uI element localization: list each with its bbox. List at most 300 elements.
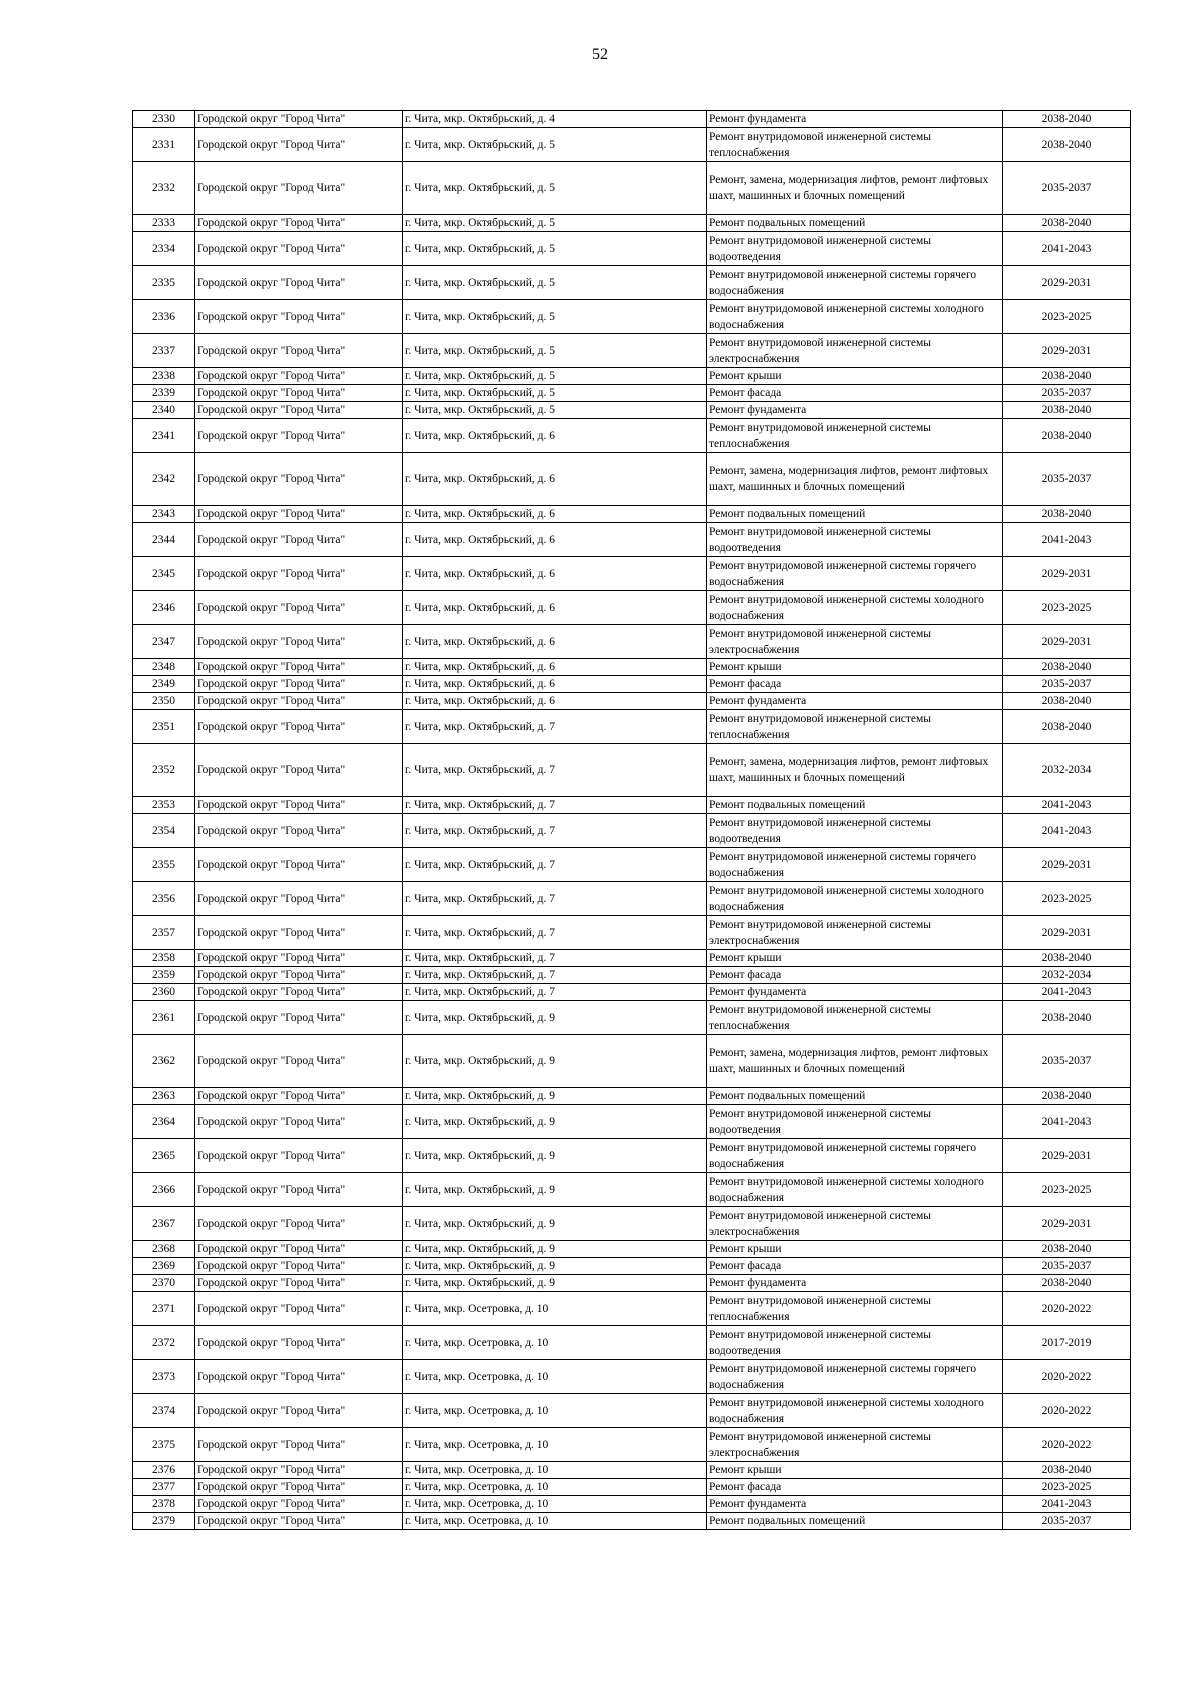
work-type-cell: Ремонт фасада	[707, 676, 1003, 693]
organization-cell: Городской округ "Город Чита"	[195, 1394, 403, 1428]
row-number-cell: 2379	[133, 1513, 195, 1530]
table-body	[133, 111, 1131, 1530]
work-type-cell: Ремонт внутридомовой инженерной системы холодного водоснабжения	[707, 882, 1003, 916]
organization-cell: Городской округ "Город Чита"	[195, 557, 403, 591]
table-row	[133, 744, 1131, 797]
work-type-cell: Ремонт внутридомовой инженерной системы теплоснабжения	[707, 419, 1003, 453]
row-number-cell: 2371	[133, 1292, 195, 1326]
period-cell: 2035-2037	[1003, 162, 1131, 215]
work-type-cell: Ремонт внутридомовой инженерной системы электроснабжения	[707, 625, 1003, 659]
row-number-cell: 2344	[133, 523, 195, 557]
work-type-cell: Ремонт внутридомовой инженерной системы теплоснабжения	[707, 710, 1003, 744]
period-cell: 2038-2040	[1003, 419, 1131, 453]
period-cell: 2041-2043	[1003, 1105, 1131, 1139]
work-type-cell: Ремонт фундамента	[707, 1496, 1003, 1513]
organization-cell: Городской округ "Город Чита"	[195, 1035, 403, 1088]
work-type-cell: Ремонт внутридомовой инженерной системы водоотведения	[707, 1105, 1003, 1139]
work-type-cell: Ремонт внутридомовой инженерной системы горячего водоснабжения	[707, 266, 1003, 300]
organization-cell: Городской округ "Город Чита"	[195, 710, 403, 744]
address-cell: г. Чита, мкр. Октябрьский, д. 5	[403, 368, 707, 385]
address-cell: г. Чита, мкр. Октябрьский, д. 9	[403, 1241, 707, 1258]
row-number-cell: 2355	[133, 848, 195, 882]
organization-cell: Городской округ "Город Чита"	[195, 523, 403, 557]
table-row	[133, 334, 1131, 368]
work-type-cell: Ремонт внутридомовой инженерной системы электроснабжения	[707, 916, 1003, 950]
work-type-cell: Ремонт внутридомовой инженерной системы холодного водоснабжения	[707, 591, 1003, 625]
address-cell: г. Чита, мкр. Октябрьский, д. 9	[403, 1001, 707, 1035]
organization-cell: Городской округ "Город Чита"	[195, 453, 403, 506]
work-type-cell: Ремонт внутридомовой инженерной системы горячего водоснабжения	[707, 557, 1003, 591]
address-cell: г. Чита, мкр. Осетровка, д. 10	[403, 1462, 707, 1479]
organization-cell: Городской округ "Город Чита"	[195, 1462, 403, 1479]
address-cell: г. Чита, мкр. Осетровка, д. 10	[403, 1496, 707, 1513]
table-row	[133, 967, 1131, 984]
address-cell: г. Чита, мкр. Октябрьский, д. 5	[403, 162, 707, 215]
organization-cell: Городской округ "Город Чита"	[195, 215, 403, 232]
work-type-cell: Ремонт внутридомовой инженерной системы водоотведения	[707, 523, 1003, 557]
address-cell: г. Чита, мкр. Октябрьский, д. 7	[403, 848, 707, 882]
period-cell: 2029-2031	[1003, 557, 1131, 591]
row-number-cell: 2334	[133, 232, 195, 266]
period-cell: 2035-2037	[1003, 676, 1131, 693]
organization-cell: Городской округ "Город Чита"	[195, 1496, 403, 1513]
period-cell: 2038-2040	[1003, 1462, 1131, 1479]
organization-cell: Городской округ "Город Чита"	[195, 1275, 403, 1292]
organization-cell: Городской округ "Город Чита"	[195, 1088, 403, 1105]
table-row	[133, 693, 1131, 710]
address-cell: г. Чита, мкр. Осетровка, д. 10	[403, 1479, 707, 1496]
table-row	[133, 300, 1131, 334]
table-row	[133, 162, 1131, 215]
organization-cell: Городской округ "Город Чита"	[195, 984, 403, 1001]
period-cell: 2023-2025	[1003, 882, 1131, 916]
work-type-cell: Ремонт внутридомовой инженерной системы горячего водоснабжения	[707, 848, 1003, 882]
organization-cell: Городской округ "Город Чита"	[195, 368, 403, 385]
address-cell: г. Чита, мкр. Октябрьский, д. 7	[403, 882, 707, 916]
address-cell: г. Чита, мкр. Октябрьский, д. 6	[403, 693, 707, 710]
period-cell: 2041-2043	[1003, 984, 1131, 1001]
organization-cell: Городской округ "Город Чита"	[195, 1001, 403, 1035]
work-type-cell: Ремонт крыши	[707, 659, 1003, 676]
address-cell: г. Чита, мкр. Октябрьский, д. 5	[403, 385, 707, 402]
period-cell: 2038-2040	[1003, 128, 1131, 162]
address-cell: г. Чита, мкр. Осетровка, д. 10	[403, 1513, 707, 1530]
organization-cell: Городской округ "Город Чита"	[195, 814, 403, 848]
organization-cell: Городской округ "Город Чита"	[195, 1258, 403, 1275]
row-number-cell: 2376	[133, 1462, 195, 1479]
work-type-cell: Ремонт фундамента	[707, 111, 1003, 128]
organization-cell: Городской округ "Город Чита"	[195, 967, 403, 984]
address-cell: г. Чита, мкр. Октябрьский, д. 6	[403, 625, 707, 659]
period-cell: 2035-2037	[1003, 453, 1131, 506]
row-number-cell: 2346	[133, 591, 195, 625]
period-cell: 2041-2043	[1003, 523, 1131, 557]
row-number-cell: 2341	[133, 419, 195, 453]
work-type-cell: Ремонт внутридомовой инженерной системы теплоснабжения	[707, 1292, 1003, 1326]
table-row	[133, 1292, 1131, 1326]
address-cell: г. Чита, мкр. Октябрьский, д. 7	[403, 744, 707, 797]
address-cell: г. Чита, мкр. Октябрьский, д. 5	[403, 334, 707, 368]
address-cell: г. Чита, мкр. Октябрьский, д. 5	[403, 215, 707, 232]
row-number-cell: 2330	[133, 111, 195, 128]
table-row	[133, 848, 1131, 882]
row-number-cell: 2342	[133, 453, 195, 506]
period-cell: 2038-2040	[1003, 950, 1131, 967]
address-cell: г. Чита, мкр. Октябрьский, д. 7	[403, 950, 707, 967]
table-row	[133, 1394, 1131, 1428]
organization-cell: Городской округ "Город Чита"	[195, 882, 403, 916]
table-row	[133, 1173, 1131, 1207]
table-row	[133, 591, 1131, 625]
table-row	[133, 882, 1131, 916]
work-type-cell: Ремонт фасада	[707, 385, 1003, 402]
address-cell: г. Чита, мкр. Октябрьский, д. 9	[403, 1105, 707, 1139]
row-number-cell: 2359	[133, 967, 195, 984]
organization-cell: Городской округ "Город Чита"	[195, 659, 403, 676]
table-row	[133, 557, 1131, 591]
table-row	[133, 625, 1131, 659]
work-type-cell: Ремонт крыши	[707, 950, 1003, 967]
organization-cell: Городской округ "Город Чита"	[195, 128, 403, 162]
table-row	[133, 419, 1131, 453]
organization-cell: Городской округ "Город Чита"	[195, 848, 403, 882]
table-row	[133, 128, 1131, 162]
repair-schedule-table	[132, 110, 1131, 1530]
address-cell: г. Чита, мкр. Осетровка, д. 10	[403, 1394, 707, 1428]
address-cell: г. Чита, мкр. Октябрьский, д. 5	[403, 266, 707, 300]
address-cell: г. Чита, мкр. Октябрьский, д. 5	[403, 402, 707, 419]
work-type-cell: Ремонт внутридомовой инженерной системы холодного водоснабжения	[707, 1173, 1003, 1207]
row-number-cell: 2374	[133, 1394, 195, 1428]
address-cell: г. Чита, мкр. Октябрьский, д. 9	[403, 1258, 707, 1275]
period-cell: 2035-2037	[1003, 1258, 1131, 1275]
period-cell: 2038-2040	[1003, 710, 1131, 744]
address-cell: г. Чита, мкр. Октябрьский, д. 6	[403, 419, 707, 453]
table-row	[133, 1360, 1131, 1394]
work-type-cell: Ремонт подвальных помещений	[707, 797, 1003, 814]
work-type-cell: Ремонт фундамента	[707, 1275, 1003, 1292]
period-cell: 2041-2043	[1003, 232, 1131, 266]
address-cell: г. Чита, мкр. Октябрьский, д. 6	[403, 557, 707, 591]
period-cell: 2038-2040	[1003, 693, 1131, 710]
organization-cell: Городской округ "Город Чита"	[195, 1326, 403, 1360]
row-number-cell: 2375	[133, 1428, 195, 1462]
organization-cell: Городской округ "Город Чита"	[195, 266, 403, 300]
organization-cell: Городской округ "Город Чита"	[195, 1292, 403, 1326]
row-number-cell: 2345	[133, 557, 195, 591]
organization-cell: Городской округ "Город Чита"	[195, 676, 403, 693]
address-cell: г. Чита, мкр. Октябрьский, д. 5	[403, 232, 707, 266]
address-cell: г. Чита, мкр. Октябрьский, д. 7	[403, 984, 707, 1001]
address-cell: г. Чита, мкр. Октябрьский, д. 6	[403, 591, 707, 625]
address-cell: г. Чита, мкр. Октябрьский, д. 6	[403, 676, 707, 693]
work-type-cell: Ремонт внутридомовой инженерной системы теплоснабжения	[707, 128, 1003, 162]
table-row	[133, 402, 1131, 419]
period-cell: 2020-2022	[1003, 1292, 1131, 1326]
period-cell: 2029-2031	[1003, 848, 1131, 882]
period-cell: 2020-2022	[1003, 1428, 1131, 1462]
period-cell: 2038-2040	[1003, 1088, 1131, 1105]
organization-cell: Городской округ "Город Чита"	[195, 1139, 403, 1173]
period-cell: 2032-2034	[1003, 744, 1131, 797]
period-cell: 2038-2040	[1003, 659, 1131, 676]
address-cell: г. Чита, мкр. Октябрьский, д. 9	[403, 1207, 707, 1241]
table-row	[133, 1001, 1131, 1035]
row-number-cell: 2368	[133, 1241, 195, 1258]
address-cell: г. Чита, мкр. Осетровка, д. 10	[403, 1428, 707, 1462]
period-cell: 2029-2031	[1003, 266, 1131, 300]
organization-cell: Городской округ "Город Чита"	[195, 506, 403, 523]
address-cell: г. Чита, мкр. Октябрьский, д. 6	[403, 659, 707, 676]
table-row	[133, 1241, 1131, 1258]
work-type-cell: Ремонт, замена, модернизация лифтов, ремонт лифтовых шахт, машинных и блочных помещений	[707, 744, 1003, 797]
table-row	[133, 659, 1131, 676]
row-number-cell: 2378	[133, 1496, 195, 1513]
work-type-cell: Ремонт подвальных помещений	[707, 506, 1003, 523]
period-cell: 2038-2040	[1003, 215, 1131, 232]
organization-cell: Городской округ "Город Чита"	[195, 591, 403, 625]
page-number: 52	[592, 46, 608, 63]
period-cell: 2041-2043	[1003, 797, 1131, 814]
row-number-cell: 2366	[133, 1173, 195, 1207]
work-type-cell: Ремонт фасада	[707, 967, 1003, 984]
work-type-cell: Ремонт подвальных помещений	[707, 1088, 1003, 1105]
work-type-cell: Ремонт внутридомовой инженерной системы холодного водоснабжения	[707, 300, 1003, 334]
row-number-cell: 2351	[133, 710, 195, 744]
row-number-cell: 2339	[133, 385, 195, 402]
row-number-cell: 2332	[133, 162, 195, 215]
table-row	[133, 1326, 1131, 1360]
period-cell: 2041-2043	[1003, 814, 1131, 848]
organization-cell: Городской округ "Город Чита"	[195, 1479, 403, 1496]
table-row	[133, 710, 1131, 744]
work-type-cell: Ремонт фундамента	[707, 693, 1003, 710]
row-number-cell: 2356	[133, 882, 195, 916]
address-cell: г. Чита, мкр. Октябрьский, д. 9	[403, 1139, 707, 1173]
organization-cell: Городской округ "Город Чита"	[195, 916, 403, 950]
work-type-cell: Ремонт фундамента	[707, 402, 1003, 419]
row-number-cell: 2360	[133, 984, 195, 1001]
period-cell: 2029-2031	[1003, 334, 1131, 368]
period-cell: 2038-2040	[1003, 111, 1131, 128]
work-type-cell: Ремонт внутридомовой инженерной системы электроснабжения	[707, 1428, 1003, 1462]
table-row	[133, 385, 1131, 402]
address-cell: г. Чита, мкр. Октябрьский, д. 5	[403, 300, 707, 334]
row-number-cell: 2377	[133, 1479, 195, 1496]
address-cell: г. Чита, мкр. Октябрьский, д. 6	[403, 506, 707, 523]
organization-cell: Городской округ "Город Чита"	[195, 1428, 403, 1462]
period-cell: 2029-2031	[1003, 916, 1131, 950]
table-row	[133, 506, 1131, 523]
row-number-cell: 2353	[133, 797, 195, 814]
row-number-cell: 2364	[133, 1105, 195, 1139]
table-row	[133, 1275, 1131, 1292]
work-type-cell: Ремонт внутридомовой инженерной системы электроснабжения	[707, 334, 1003, 368]
organization-cell: Городской округ "Город Чита"	[195, 1105, 403, 1139]
address-cell: г. Чита, мкр. Октябрьский, д. 7	[403, 710, 707, 744]
work-type-cell: Ремонт фундамента	[707, 984, 1003, 1001]
organization-cell: Городской округ "Город Чита"	[195, 1173, 403, 1207]
work-type-cell: Ремонт внутридомовой инженерной системы электроснабжения	[707, 1207, 1003, 1241]
row-number-cell: 2335	[133, 266, 195, 300]
period-cell: 2023-2025	[1003, 591, 1131, 625]
period-cell: 2029-2031	[1003, 1207, 1131, 1241]
table-row	[133, 1105, 1131, 1139]
table-row	[133, 1479, 1131, 1496]
organization-cell: Городской округ "Город Чита"	[195, 419, 403, 453]
address-cell: г. Чита, мкр. Осетровка, д. 10	[403, 1360, 707, 1394]
table-row	[133, 1207, 1131, 1241]
address-cell: г. Чита, мкр. Октябрьский, д. 9	[403, 1275, 707, 1292]
table-row	[133, 1428, 1131, 1462]
row-number-cell: 2358	[133, 950, 195, 967]
address-cell: г. Чита, мкр. Октябрьский, д. 7	[403, 916, 707, 950]
table-row	[133, 950, 1131, 967]
period-cell: 2035-2037	[1003, 1035, 1131, 1088]
period-cell: 2020-2022	[1003, 1360, 1131, 1394]
table-row	[133, 676, 1131, 693]
row-number-cell: 2365	[133, 1139, 195, 1173]
row-number-cell: 2370	[133, 1275, 195, 1292]
address-cell: г. Чита, мкр. Октябрьский, д. 5	[403, 128, 707, 162]
row-number-cell: 2347	[133, 625, 195, 659]
address-cell: г. Чита, мкр. Октябрьский, д. 7	[403, 967, 707, 984]
period-cell: 2038-2040	[1003, 506, 1131, 523]
address-cell: г. Чита, мкр. Октябрьский, д. 9	[403, 1035, 707, 1088]
organization-cell: Городской округ "Город Чита"	[195, 402, 403, 419]
row-number-cell: 2369	[133, 1258, 195, 1275]
period-cell: 2023-2025	[1003, 1479, 1131, 1496]
organization-cell: Городской округ "Город Чита"	[195, 797, 403, 814]
row-number-cell: 2331	[133, 128, 195, 162]
row-number-cell: 2361	[133, 1001, 195, 1035]
organization-cell: Городской округ "Город Чита"	[195, 1207, 403, 1241]
row-number-cell: 2337	[133, 334, 195, 368]
table-row	[133, 368, 1131, 385]
table-row	[133, 984, 1131, 1001]
organization-cell: Городской округ "Город Чита"	[195, 385, 403, 402]
organization-cell: Городской округ "Город Чита"	[195, 300, 403, 334]
work-type-cell: Ремонт крыши	[707, 1241, 1003, 1258]
table-row	[133, 266, 1131, 300]
work-type-cell: Ремонт внутридомовой инженерной системы горячего водоснабжения	[707, 1139, 1003, 1173]
table-row	[133, 1139, 1131, 1173]
table-row	[133, 1462, 1131, 1479]
address-cell: г. Чита, мкр. Октябрьский, д. 7	[403, 814, 707, 848]
period-cell: 2038-2040	[1003, 1241, 1131, 1258]
address-cell: г. Чита, мкр. Октябрьский, д. 6	[403, 453, 707, 506]
address-cell: г. Чита, мкр. Октябрьский, д. 7	[403, 797, 707, 814]
row-number-cell: 2372	[133, 1326, 195, 1360]
organization-cell: Городской округ "Город Чита"	[195, 162, 403, 215]
work-type-cell: Ремонт фасада	[707, 1258, 1003, 1275]
address-cell: г. Чита, мкр. Октябрьский, д. 9	[403, 1173, 707, 1207]
table-row	[133, 453, 1131, 506]
address-cell: г. Чита, мкр. Октябрьский, д. 6	[403, 523, 707, 557]
table-row	[133, 1496, 1131, 1513]
period-cell: 2038-2040	[1003, 1001, 1131, 1035]
address-cell: г. Чита, мкр. Октябрьский, д. 9	[403, 1088, 707, 1105]
table-row	[133, 523, 1131, 557]
period-cell: 2017-2019	[1003, 1326, 1131, 1360]
period-cell: 2032-2034	[1003, 967, 1131, 984]
work-type-cell: Ремонт внутридомовой инженерной системы водоотведения	[707, 1326, 1003, 1360]
period-cell: 2038-2040	[1003, 368, 1131, 385]
period-cell: 2023-2025	[1003, 300, 1131, 334]
work-type-cell: Ремонт крыши	[707, 1462, 1003, 1479]
work-type-cell: Ремонт крыши	[707, 368, 1003, 385]
table-row	[133, 1258, 1131, 1275]
table-row	[133, 232, 1131, 266]
period-cell: 2035-2037	[1003, 385, 1131, 402]
table-row	[133, 215, 1131, 232]
row-number-cell: 2367	[133, 1207, 195, 1241]
table-row	[133, 1513, 1131, 1530]
organization-cell: Городской округ "Город Чита"	[195, 111, 403, 128]
organization-cell: Городской округ "Город Чита"	[195, 744, 403, 797]
row-number-cell: 2363	[133, 1088, 195, 1105]
table-row	[133, 1088, 1131, 1105]
organization-cell: Городской округ "Город Чита"	[195, 334, 403, 368]
work-type-cell: Ремонт, замена, модернизация лифтов, ремонт лифтовых шахт, машинных и блочных помещений	[707, 1035, 1003, 1088]
table-row	[133, 111, 1131, 128]
period-cell: 2038-2040	[1003, 402, 1131, 419]
organization-cell: Городской округ "Город Чита"	[195, 232, 403, 266]
row-number-cell: 2350	[133, 693, 195, 710]
work-type-cell: Ремонт, замена, модернизация лифтов, ремонт лифтовых шахт, машинных и блочных помещений	[707, 453, 1003, 506]
organization-cell: Городской округ "Город Чита"	[195, 625, 403, 659]
work-type-cell: Ремонт подвальных помещений	[707, 1513, 1003, 1530]
period-cell: 2035-2037	[1003, 1513, 1131, 1530]
organization-cell: Городской округ "Город Чита"	[195, 1513, 403, 1530]
row-number-cell: 2348	[133, 659, 195, 676]
work-type-cell: Ремонт внутридомовой инженерной системы водоотведения	[707, 232, 1003, 266]
work-type-cell: Ремонт, замена, модернизация лифтов, ремонт лифтовых шахт, машинных и блочных помещений	[707, 162, 1003, 215]
period-cell: 2038-2040	[1003, 1275, 1131, 1292]
organization-cell: Городской округ "Город Чита"	[195, 693, 403, 710]
work-type-cell: Ремонт фасада	[707, 1479, 1003, 1496]
organization-cell: Городской округ "Город Чита"	[195, 1360, 403, 1394]
period-cell: 2020-2022	[1003, 1394, 1131, 1428]
organization-cell: Городской округ "Город Чита"	[195, 950, 403, 967]
row-number-cell: 2357	[133, 916, 195, 950]
row-number-cell: 2336	[133, 300, 195, 334]
row-number-cell: 2333	[133, 215, 195, 232]
row-number-cell: 2338	[133, 368, 195, 385]
organization-cell: Городской округ "Город Чита"	[195, 1241, 403, 1258]
table-row	[133, 814, 1131, 848]
address-cell: г. Чита, мкр. Осетровка, д. 10	[403, 1326, 707, 1360]
row-number-cell: 2354	[133, 814, 195, 848]
address-cell: г. Чита, мкр. Октябрьский, д. 4	[403, 111, 707, 128]
period-cell: 2029-2031	[1003, 1139, 1131, 1173]
work-type-cell: Ремонт внутридомовой инженерной системы холодного водоснабжения	[707, 1394, 1003, 1428]
row-number-cell: 2362	[133, 1035, 195, 1088]
work-type-cell: Ремонт внутридомовой инженерной системы горячего водоснабжения	[707, 1360, 1003, 1394]
row-number-cell: 2352	[133, 744, 195, 797]
work-type-cell: Ремонт внутридомовой инженерной системы теплоснабжения	[707, 1001, 1003, 1035]
row-number-cell: 2343	[133, 506, 195, 523]
work-type-cell: Ремонт внутридомовой инженерной системы водоотведения	[707, 814, 1003, 848]
period-cell: 2029-2031	[1003, 625, 1131, 659]
work-type-cell: Ремонт подвальных помещений	[707, 215, 1003, 232]
table-row	[133, 1035, 1131, 1088]
period-cell: 2023-2025	[1003, 1173, 1131, 1207]
row-number-cell: 2340	[133, 402, 195, 419]
period-cell: 2041-2043	[1003, 1496, 1131, 1513]
table-row	[133, 797, 1131, 814]
row-number-cell: 2349	[133, 676, 195, 693]
